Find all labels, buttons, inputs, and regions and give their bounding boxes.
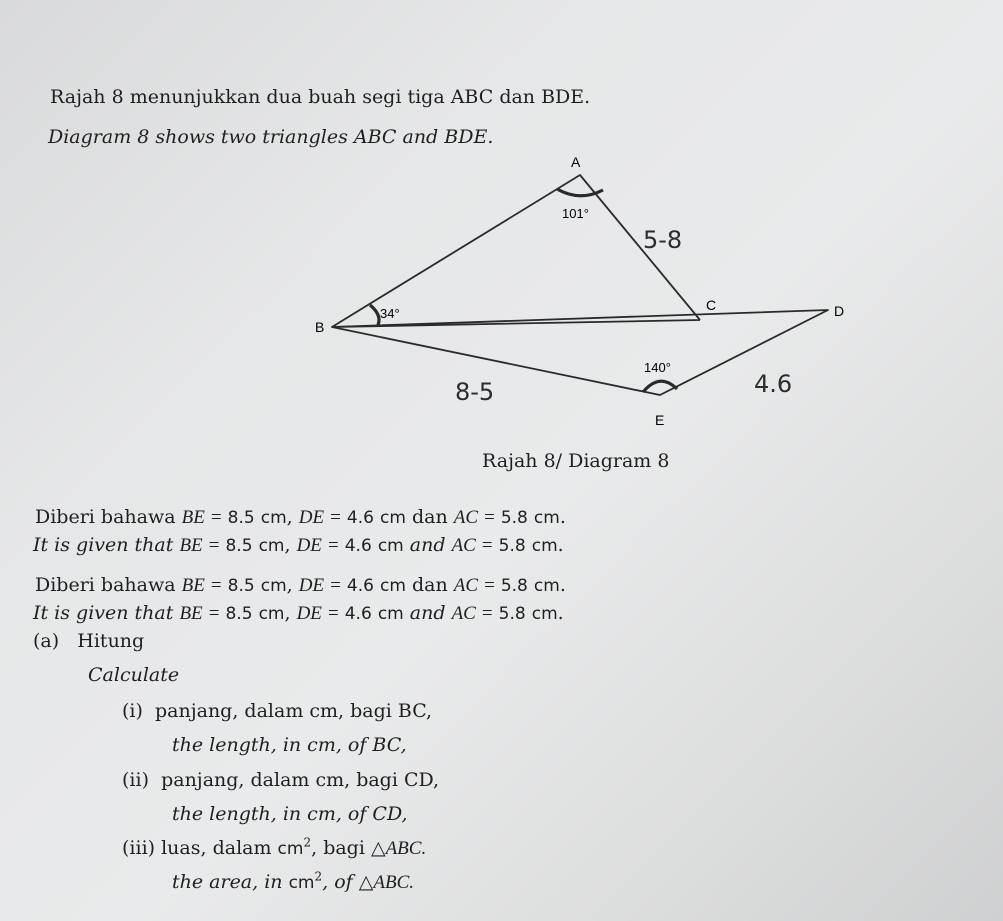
handwritten-de: 4.6 bbox=[754, 370, 793, 398]
given-malay-2: Diberi bahawa BE = 8.5 cm, DE = 4.6 cm dan AC = 5.8 cm. bbox=[35, 574, 566, 596]
be-label: BE bbox=[181, 507, 205, 528]
be-value: 8.5 bbox=[225, 536, 253, 556]
unit: cm bbox=[533, 576, 560, 596]
unit: cm bbox=[531, 536, 558, 556]
unit: cm bbox=[377, 604, 404, 624]
given-english-2: It is given that BE = 8.5 cm, DE = 4.6 cm and AC = 5.8 cm. bbox=[33, 602, 564, 624]
item-i-malay bbox=[122, 700, 432, 722]
part-a-heading bbox=[33, 630, 144, 652]
ac-value: 5.8 bbox=[498, 536, 526, 556]
given-prefix: Diberi bahawa bbox=[35, 574, 176, 596]
item-i-english: the length, in cm, of BC, bbox=[172, 734, 407, 756]
equals-sign: = bbox=[330, 575, 341, 596]
be-label: BE bbox=[179, 603, 203, 624]
be-label: BE bbox=[181, 575, 205, 596]
unit: cm bbox=[258, 604, 285, 624]
angle-arc-b bbox=[370, 305, 379, 325]
item-text: , bagi bbox=[311, 837, 365, 859]
item-iii-malay bbox=[122, 837, 426, 860]
equals-sign: = bbox=[484, 575, 495, 596]
item-text: panjang, dalam cm, bagi BC, bbox=[155, 700, 433, 722]
item-number: (i) bbox=[122, 700, 143, 722]
equals-sign: = bbox=[481, 535, 493, 556]
de-value: 4.6 bbox=[344, 536, 372, 556]
given-malay-1: Diberi bahawa BE = 8.5 cm, DE = 4.6 cm dan AC = 5.8 cm. bbox=[35, 506, 566, 528]
equals-sign: = bbox=[208, 535, 220, 556]
de-label: DE bbox=[298, 575, 325, 596]
unit: cm bbox=[377, 536, 404, 556]
item-number: (ii) bbox=[122, 769, 149, 791]
given-prefix: Diberi bahawa bbox=[35, 506, 176, 528]
vertex-d: D bbox=[834, 303, 845, 319]
unit: cm bbox=[260, 508, 287, 528]
equals-sign: = bbox=[210, 507, 222, 528]
area-unit: cm bbox=[288, 873, 315, 893]
equals-sign: = bbox=[210, 575, 222, 596]
given-prefix: It is given that bbox=[33, 534, 174, 556]
triangle-abc-label: △ABC. bbox=[370, 838, 427, 859]
unit: cm bbox=[379, 576, 406, 596]
given-prefix: It is given that bbox=[33, 602, 174, 624]
de-value: 4.6 bbox=[346, 576, 374, 596]
unit: cm bbox=[531, 604, 558, 624]
de-label: DE bbox=[298, 507, 325, 528]
item-ii-english: the length, in cm, of CD, bbox=[172, 803, 408, 825]
unit: cm bbox=[379, 508, 406, 528]
vertex-c: C bbox=[706, 297, 717, 313]
conj: dan bbox=[411, 574, 448, 596]
unit: cm bbox=[533, 508, 560, 528]
angle-e-label: 140° bbox=[644, 360, 671, 375]
be-value: 8.5 bbox=[227, 576, 255, 596]
ac-value: 5.8 bbox=[500, 576, 528, 596]
ac-value: 5.8 bbox=[498, 604, 526, 624]
calculate-english: Calculate bbox=[88, 664, 180, 686]
angle-arc-e bbox=[643, 381, 677, 392]
ac-label: AC bbox=[453, 575, 479, 596]
ac-label: AC bbox=[453, 507, 479, 528]
handwritten-be: 8-5 bbox=[455, 378, 495, 406]
equals-sign: = bbox=[327, 535, 339, 556]
given-english-1: It is given that BE = 8.5 cm, DE = 4.6 cm and AC = 5.8 cm. bbox=[33, 534, 564, 556]
conj: and bbox=[409, 534, 446, 556]
diagram-caption: Rajah 8/ Diagram 8 bbox=[482, 450, 670, 472]
intro-english: Diagram 8 shows two triangles ABC and BDE. bbox=[48, 126, 494, 148]
item-text: the area, in bbox=[172, 871, 283, 893]
de-value: 4.6 bbox=[346, 508, 374, 528]
area-unit-exponent: 2 bbox=[314, 869, 323, 884]
handwritten-ac: 5-8 bbox=[643, 226, 683, 254]
triangle-abc-label: △ABC. bbox=[358, 872, 414, 893]
conj: dan bbox=[411, 506, 448, 528]
ac-value: 5.8 bbox=[500, 508, 528, 528]
equals-sign: = bbox=[327, 603, 339, 624]
angle-a-label: 101° bbox=[562, 206, 589, 221]
be-value: 8.5 bbox=[225, 604, 253, 624]
de-label: DE bbox=[296, 535, 322, 556]
be-label: BE bbox=[179, 535, 203, 556]
intro-malay: Rajah 8 menunjukkan dua buah segi tiga ABC dan BDE. bbox=[50, 86, 591, 108]
be-value: 8.5 bbox=[227, 508, 255, 528]
equals-sign: = bbox=[330, 507, 341, 528]
item-text: , of bbox=[322, 871, 353, 893]
de-value: 4.6 bbox=[344, 604, 372, 624]
item-ii-malay bbox=[122, 769, 439, 791]
item-iii-english bbox=[172, 871, 414, 894]
conj: and bbox=[409, 602, 446, 624]
angle-b-label: 34° bbox=[380, 306, 400, 321]
equals-sign: = bbox=[484, 507, 495, 528]
vertex-b: B bbox=[315, 319, 325, 335]
vertex-e: E bbox=[655, 412, 665, 428]
triangle-diagram bbox=[0, 0, 1003, 440]
unit: cm bbox=[260, 576, 287, 596]
ac-label: AC bbox=[451, 603, 476, 624]
area-unit-exponent: 2 bbox=[303, 835, 312, 850]
part-label: (a) bbox=[33, 630, 60, 652]
item-text: luas, dalam bbox=[161, 837, 272, 859]
calculate-malay: Hitung bbox=[77, 630, 145, 652]
item-text: panjang, dalam cm, bagi CD, bbox=[161, 769, 440, 791]
equals-sign: = bbox=[208, 603, 220, 624]
equals-sign: = bbox=[481, 603, 493, 624]
item-number: (iii) bbox=[122, 837, 156, 859]
vertex-a: A bbox=[571, 154, 581, 170]
ac-label: AC bbox=[451, 535, 476, 556]
unit: cm bbox=[258, 536, 285, 556]
de-label: DE bbox=[296, 603, 322, 624]
area-unit: cm bbox=[277, 839, 304, 859]
